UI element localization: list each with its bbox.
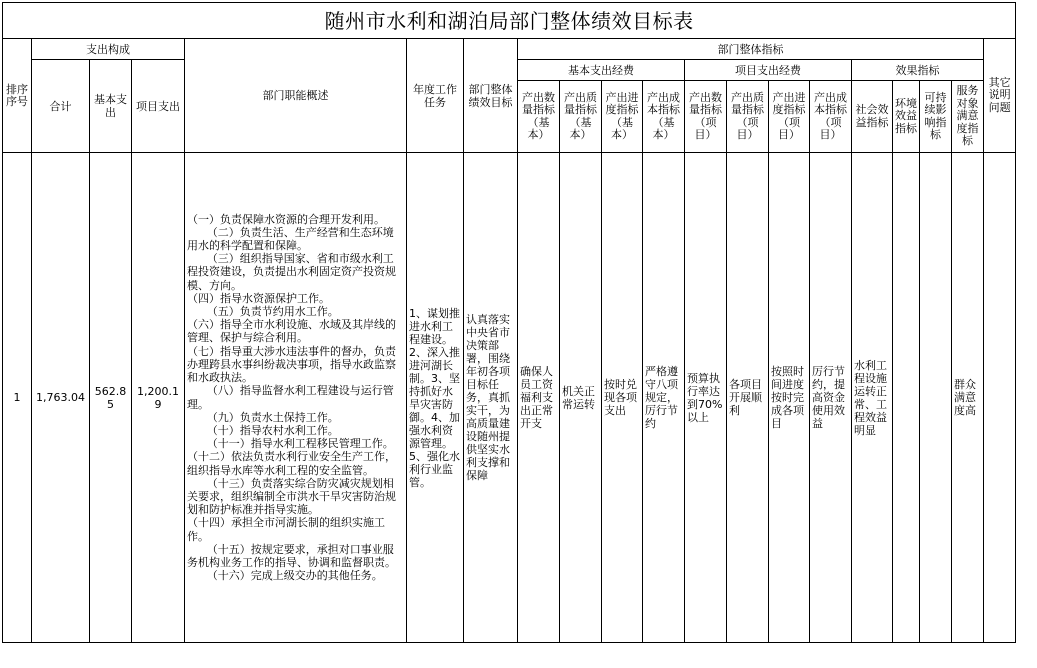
cell-sustain-impact xyxy=(920,153,952,643)
header-b-cost: 产出成本指标（基本） xyxy=(643,81,685,153)
duty-item-5: （五）负责节约用水工作。 xyxy=(206,305,339,319)
duty-item-2: （二）负责生活、生产经营和生态环境用水的科学配置和保障。 xyxy=(187,225,394,253)
header-b-progress: 产出进度指标（基本） xyxy=(602,81,643,153)
cell-env-benefit xyxy=(893,153,920,643)
cell-seq: 1 xyxy=(3,153,32,643)
duty-item-13: （十三）负责落实综合防灾减灾规划相关要求，组织编制全市洪水干旱灾害防治规划和防护标准并指导实施。 xyxy=(187,476,396,517)
cell-basic: 562.85 xyxy=(90,153,132,643)
cell-b-cost: 严格遵守八项规定，厉行节约 xyxy=(643,153,685,643)
header-b-quantity: 产出数量指标（基本） xyxy=(518,81,560,153)
duty-item-10: （十）指导农村水利工作。 xyxy=(206,423,339,437)
cell-p-quantity: 预算执行率达到70%以上 xyxy=(685,153,727,643)
header-social-benefit: 社会效益指标 xyxy=(852,81,893,153)
duty-item-14: （十四）承担全市河湖长制的组织实施工作。 xyxy=(187,516,385,543)
cell-total: 1,763.04 xyxy=(32,153,90,643)
duty-item-15: （十五）按规定要求，承担对口事业服务机构业务工作的指导、协调和监督职责。 xyxy=(187,542,396,569)
cell-p-progress: 按照时间进度按时完成各项目 xyxy=(769,153,810,643)
cell-project: 1,200.19 xyxy=(132,153,185,643)
cell-satisfaction: 群众满意度高 xyxy=(952,153,984,643)
header-project-funds: 项目支出经费 xyxy=(685,60,852,81)
duty-item-4: （四）指导水资源保护工作。 xyxy=(187,291,330,305)
header-p-quantity: 产出数量指标（项目） xyxy=(685,81,727,153)
duty-item-16: （十六）完成上级交办的其他任务。 xyxy=(206,569,383,583)
duty-item-8: （八）指导监督水利工程建设与运行管理。 xyxy=(187,384,394,411)
cell-annual-tasks: 1、谋划推进水利工程建设。2、深入推进河湖长制。3、坚持抓好水旱灾害防御。4、加强水利资源管理。5、强化水利行业监管。 xyxy=(407,153,464,643)
header-satisfaction: 服务对象满意度指标 xyxy=(952,81,984,153)
header-annual-tasks: 年度工作任务 xyxy=(407,39,464,153)
cell-overall-goal: 认真落实中央省市决策部署，围绕年初各项目标任务，真抓实干，为高质量建设随州提供坚实水利支撑和保障 xyxy=(464,153,518,643)
header-p-quality: 产出质量指标（项目） xyxy=(727,81,769,153)
header-env-benefit: 环境效益指标 xyxy=(893,81,920,153)
cell-p-cost: 厉行节约，提高资金使用效益 xyxy=(810,153,852,643)
cell-b-progress: 按时兑现各项支出 xyxy=(602,153,643,643)
page-title: 随州市水利和湖泊局部门整体绩效目标表 xyxy=(3,3,1016,39)
header-basic-funds: 基本支出经费 xyxy=(518,60,685,81)
duty-item-9: （九）负责水土保持工作。 xyxy=(206,410,339,424)
header-overall-goal: 部门整体绩效目标 xyxy=(464,39,518,153)
cell-b-quality: 机关正常运转 xyxy=(560,153,602,643)
duty-item-11: （十一）指导水利工程移民管理工作。 xyxy=(206,437,394,451)
header-other-issues: 其它说明问题 xyxy=(984,39,1016,153)
cell-other xyxy=(984,153,1016,643)
header-total: 合计 xyxy=(32,60,90,153)
header-overall-indicators: 部门整体指标 xyxy=(518,39,984,60)
header-seq: 排序序号 xyxy=(3,39,32,153)
duty-item-6: （六）指导全市水利设施、水域及其岸线的管理、保护与综合利用。 xyxy=(187,318,396,345)
header-p-progress: 产出进度指标（项目） xyxy=(769,81,810,153)
cell-p-quality: 各项目开展顺利 xyxy=(727,153,769,643)
header-basic-expense: 基本支出 xyxy=(90,60,132,153)
header-p-cost: 产出成本指标（项目） xyxy=(810,81,852,153)
duty-item-12: （十二）依法负责水利行业安全生产工作，组织指导水库等水利工程的安全监管。 xyxy=(187,450,396,477)
header-duty-overview: 部门职能概述 xyxy=(185,39,407,153)
header-sustain-impact: 可持续影响指标 xyxy=(920,81,952,153)
cell-social-benefit: 水利工程设施运转正常、工程效益明显 xyxy=(852,153,893,643)
duty-item-3: （三）组织指导国家、省和市级水利工程投资建设，负责提出水利固定资产投资规模、方向。 xyxy=(187,252,396,292)
cell-duties xyxy=(185,153,407,643)
performance-table xyxy=(2,2,1016,643)
header-b-quality: 产出质量指标（基本） xyxy=(560,81,602,153)
duty-item-1: （一）负责保障水资源的合理开发利用。 xyxy=(187,212,385,226)
header-expense-structure: 支出构成 xyxy=(32,39,185,60)
cell-b-quantity: 确保人员工资福利支出正常开支 xyxy=(518,153,560,643)
header-project-expense: 项目支出 xyxy=(132,60,185,153)
duty-item-7: （七）指导重大涉水违法事件的督办，负责办理跨县水事纠纷裁决事项，指导水政监察和水政执法。 xyxy=(187,344,396,385)
header-effect-indicators: 效果指标 xyxy=(852,60,984,81)
